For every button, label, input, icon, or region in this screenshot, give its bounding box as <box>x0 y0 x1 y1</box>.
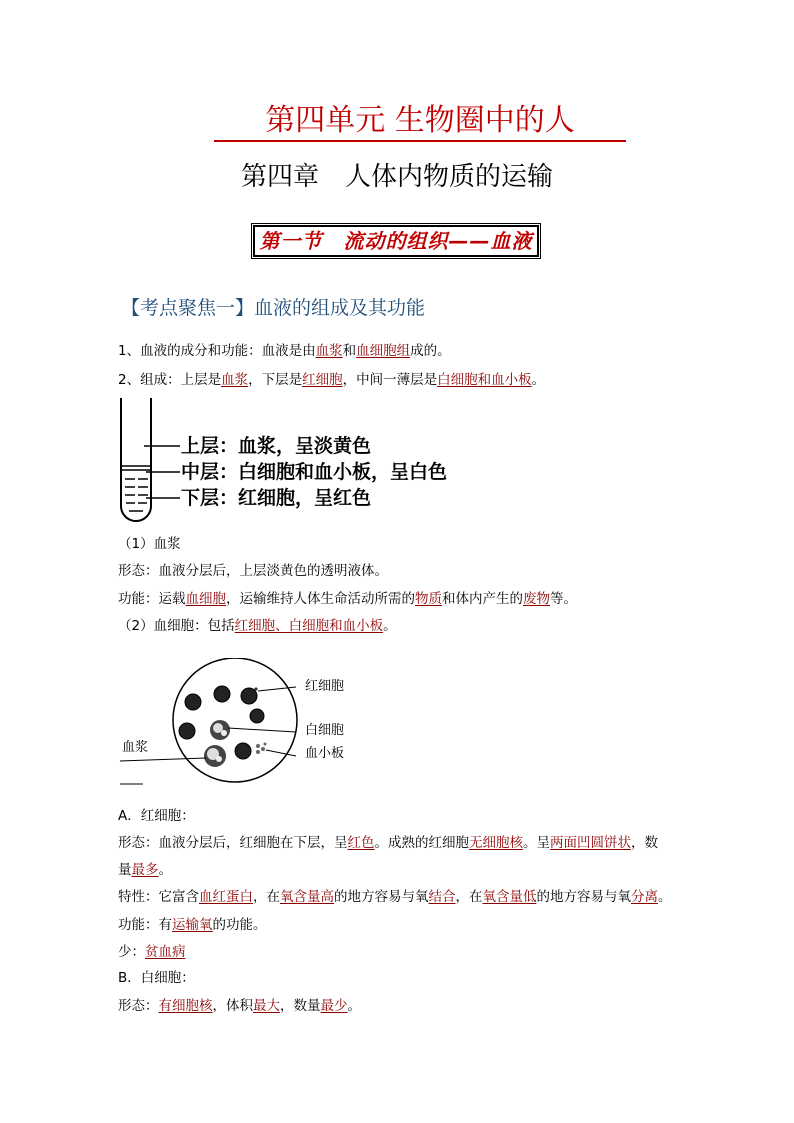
tube-middle-label: 中层：白细胞和血小板，呈白色 <box>181 461 448 483</box>
test-tube-diagram <box>116 396 186 526</box>
rbc-heading: A．红细胞： <box>118 808 195 824</box>
plasma-form: 形态：血液分层后，上层淡黄色的透明液体。 <box>118 563 388 579</box>
section-title: 第一节 流动的组织——血液 <box>253 225 539 257</box>
line-composition: 2、组成：上层是血浆，下层是红细胞，中间一薄层是白细胞和血小板。 <box>118 372 546 388</box>
rbc-deficiency: 少：贫血病 <box>118 944 186 960</box>
diagram-label-wbc: 白细胞 <box>305 723 345 738</box>
tube-upper-label: 上层：血浆，呈淡黄色 <box>181 435 372 457</box>
line-blood-components: 1、血液的成分和功能：血液是由血浆和血细胞组成的。 <box>118 343 451 359</box>
diagram-label-plasma: 血浆 <box>122 740 149 755</box>
rbc-form-cont: 量最多。 <box>118 862 172 878</box>
diagram-label-platelet: 血小板 <box>305 746 345 761</box>
wbc-heading: B．白细胞： <box>118 970 195 986</box>
diagram-label-rbc: 红细胞 <box>305 679 345 694</box>
rbc-trait: 特性：它富含血红蛋白，在氧含量高的地方容易与氧结合，在氧含量低的地方容易与氧分离。 <box>118 889 672 905</box>
plasma-heading: （1）血浆 <box>118 536 181 552</box>
blood-cells-line: （2）血细胞：包括红细胞、白细胞和血小板。 <box>118 618 397 634</box>
plasma-function: 功能：运载血细胞，运输维持人体生命活动所需的物质和体内产生的废物等。 <box>118 591 577 607</box>
focus-heading: 【考点聚焦一】血液的组成及其功能 <box>121 297 426 319</box>
rbc-form: 形态：血液分层后，红细胞在下层，呈红色。成熟的红细胞无细胞核。呈两面凹圆饼状，数 <box>118 835 658 851</box>
rbc-function: 功能：有运输氧的功能。 <box>118 917 267 933</box>
tube-lower-label: 下层：红细胞，呈红色 <box>181 487 372 509</box>
unit-title: 第四单元 生物圈中的人 <box>214 102 626 142</box>
wbc-form: 形态：有细胞核，体积最大，数量最少。 <box>118 998 361 1014</box>
chapter-title: 第四章 人体内物质的运输 <box>240 162 553 192</box>
